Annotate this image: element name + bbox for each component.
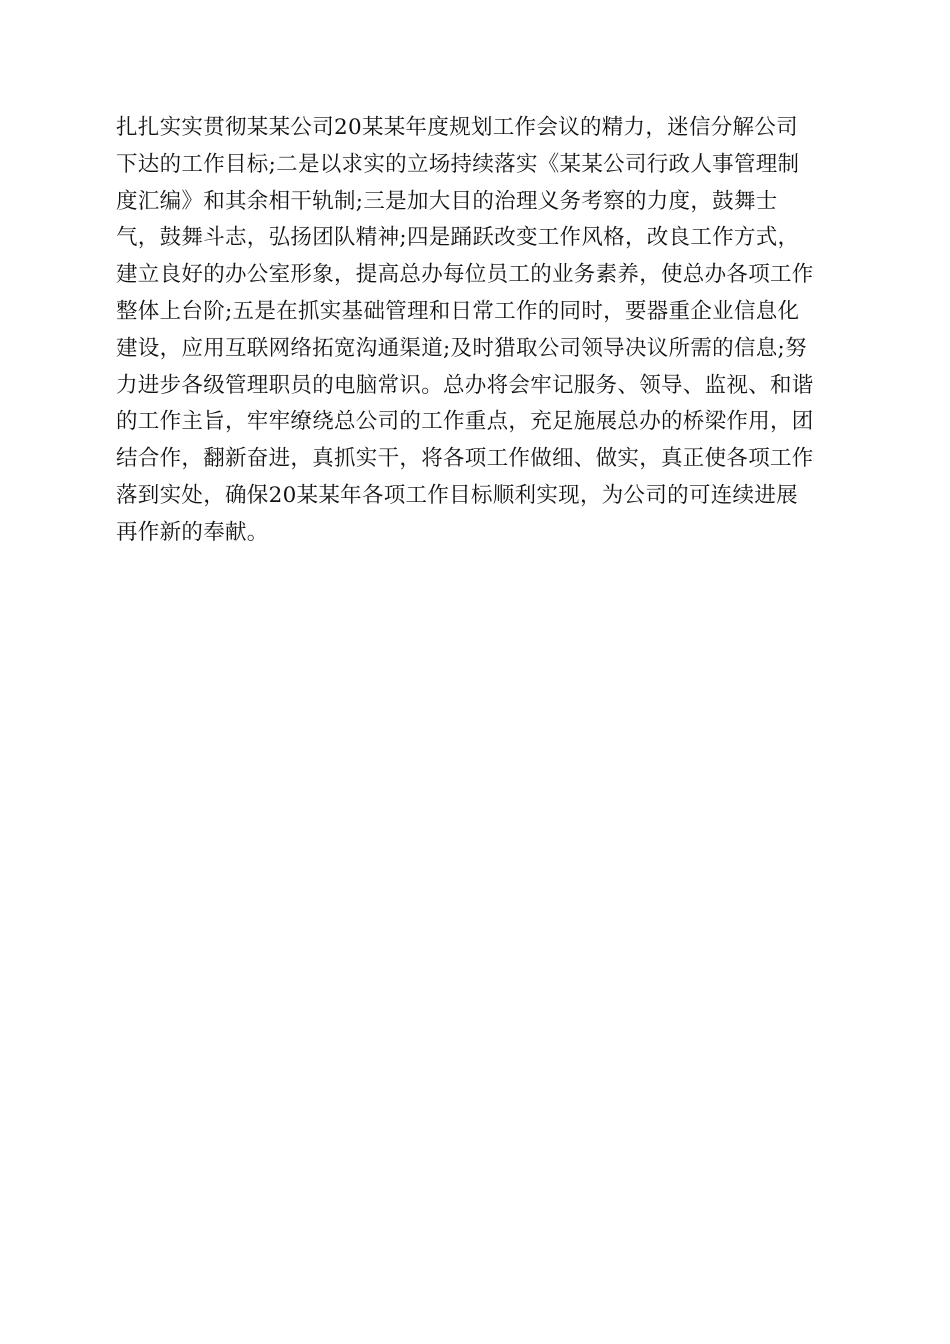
paragraph-line: 整体上台阶;五是在抓实基础管理和日常工作的同时，要器重企业信息化 bbox=[116, 298, 800, 324]
paragraph-line: 下达的工作目标;二是以求实的立场持续落实《某某公司行政人事管理制 bbox=[116, 151, 800, 177]
paragraph-line: 度汇编》和其余相干轨制;三是加大目的治理义务考察的力度，鼓舞士 bbox=[116, 188, 778, 214]
body-paragraph bbox=[116, 110, 846, 552]
paragraph-line: 力进步各级管理职员的电脑常识。总办将会牢记服务、领导、监视、和谐 bbox=[116, 372, 814, 398]
paragraph-line: 的工作主旨，牢牢缭绕总公司的工作重点，充足施展总办的桥梁作用，团 bbox=[116, 409, 814, 435]
paragraph-line: 再作新的奉献。 bbox=[116, 519, 269, 545]
paragraph-line: 落到实处，确保20某某年各项工作目标顺利实现，为公司的可连续进展 bbox=[116, 482, 798, 508]
paragraph-line: 建立良好的办公室形象，提高总办每位员工的业务素养，使总办各项工作 bbox=[116, 262, 814, 288]
paragraph-line: 气，鼓舞斗志，弘扬团队精神;四是踊跃改变工作风格，改良工作方式， bbox=[116, 225, 800, 251]
paragraph-line: 建设，应用互联网络拓宽沟通渠道;及时猎取公司领导决议所需的信息;努 bbox=[116, 335, 807, 361]
paragraph-line: 扎扎实实贯彻某某公司20某某年度规划工作会议的精力，迷信分解公司 bbox=[116, 115, 798, 140]
paragraph-line: 结合作，翻新奋进，真抓实干，将各项工作做细、做实，真正使各项工作 bbox=[116, 446, 814, 472]
